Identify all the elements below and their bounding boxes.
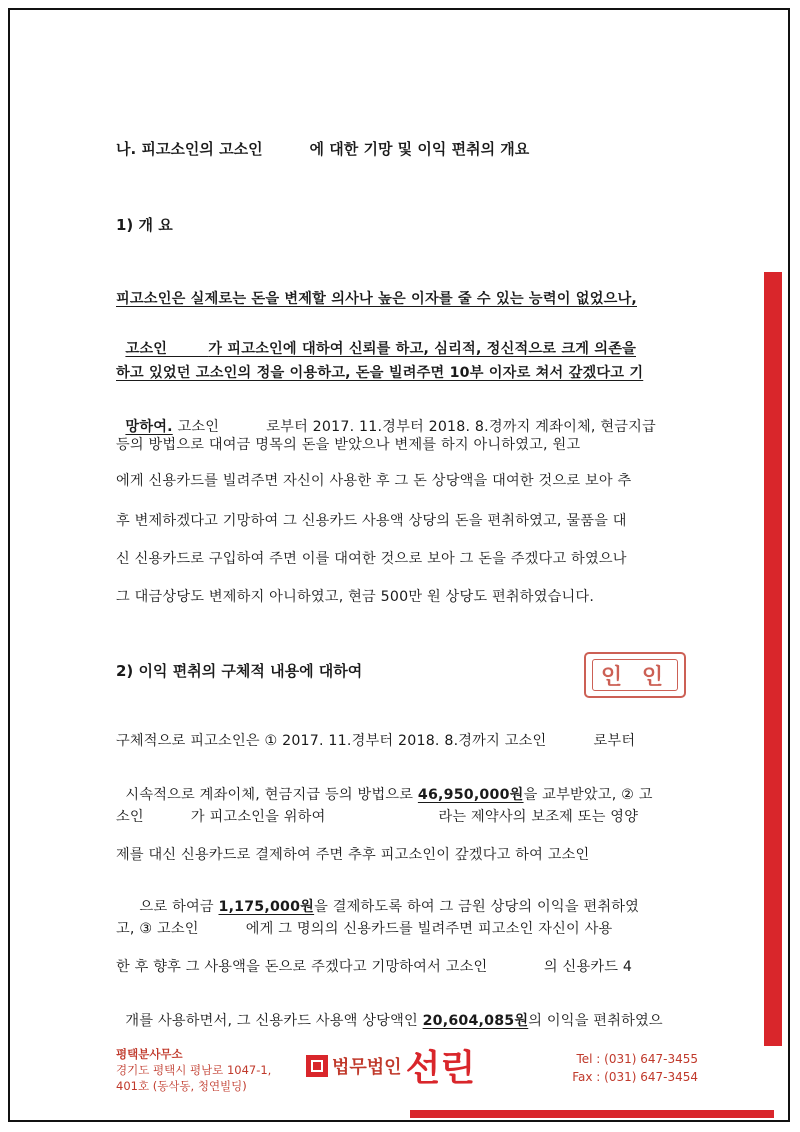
firm-logo-icon [306,1055,328,1077]
red-seal-stamp [584,652,686,698]
para1-line-9: 그 대금상당도 변제하지 아니하였고, 현금 500만 원 상당도 편취하였습니다. [116,589,595,605]
para2-line-2-c: 을 교부받았고, ② 고 [523,787,653,803]
para2-line-8-a: 개를 사용하면서, 그 신용카드 사용액 상당액인 [125,1013,423,1029]
para2-line-3: 소인 가 피고소인을 위하여 라는 제약사의 보조제 또는 영양 [116,809,639,825]
para1-line-3: 하고 있었던 고소인의 정을 이용하고, 돈을 빌려주면 10부 이자로 쳐서 갚겠다고 기 [116,365,644,381]
para1-line-2-b: 가 피고소인에 대하여 신뢰를 하고, 심리적, 정신적으로 크게 의존을 [208,341,636,357]
para2-line-1: 구체적으로 피고소인은 ① 2017. 11.경부터 2018. 8.경까지 고소인 로부터 [116,733,636,749]
para2-line-7: 한 후 향후 그 사용액을 돈으로 주겠다고 기망하여서 고소인 의 신용카드 4 [116,959,633,975]
para2-line-5-a: 으로 하여금 [125,899,219,915]
office-name: 평택분사무소 [116,1047,183,1061]
para1-line-4-b: 고소인 로부터 2017. 11.경부터 2018. 8.경까지 계좌이체, 현금지급 [172,419,656,435]
tel-number: Tel : (031) 647-3455 [576,1052,698,1066]
para2-line-4: 제를 대신 신용카드로 결제하여 주면 추후 피고소인이 갚겠다고 하여 고소인 [116,847,590,863]
bottom-accent-bar [410,1110,774,1118]
office-address-2: 401호 (동삭동, 청연빌딩) [116,1079,247,1093]
para1-line-6: 에게 신용카드를 빌려주면 자신이 사용한 후 그 돈 상당액을 대여한 것으로 보아 추 [116,473,632,489]
para1-line-7: 후 변제하겠다고 기망하여 그 신용카드 사용액 상당의 돈을 편취하였고, 물품을 대 [116,513,627,529]
para1-line-8: 신 신용카드로 구입하여 주면 이를 대여한 것으로 보아 그 돈을 주겠다고 하였으나 [116,551,627,567]
para2-line-6: 고, ③ 고소인 에게 그 명의의 신용카드를 빌려주면 피고소인 자신이 사용 [116,921,613,937]
para1-line-4 [116,400,656,436]
amount-20604085: 20,604,085원 [422,1013,529,1029]
footer-office [116,1046,271,1094]
para2-line-8 [116,994,663,1030]
amount-1175000: 1,175,000원 [218,899,315,915]
seal-glyph: 인 인 [600,663,670,690]
subsection-2-title: 2) 이익 편취의 구체적 내용에 대하여 [116,662,363,680]
subsection-1-title: 1) 개 요 [116,216,173,234]
section-title: 나. 피고소인의 고소인 에 대한 기망 및 이익 편취의 개요 [116,140,530,158]
side-accent-bar [764,272,782,1046]
amount-46950000: 46,950,000원 [417,787,524,803]
firm-label: 법무법인 [332,1056,402,1078]
para2-line-2 [116,768,653,804]
para1-line-2 [116,322,636,358]
fax-number: Fax : (031) 647-3454 [572,1070,698,1084]
firm-name: 선린 [405,1047,476,1089]
firm-logo [306,1040,475,1091]
para2-line-5-c: 을 결제하도록 하여 그 금원 상당의 이익을 편취하였 [314,899,640,915]
para1-line-1: 피고소인은 실제로는 돈을 변제할 의사나 높은 이자를 줄 수 있는 능력이 없었으나, [116,291,637,307]
para2-line-8-c: 의 이익을 편취하였으 [528,1013,663,1029]
para1-line-5: 등의 방법으로 대여금 명목의 돈을 받았으나 변제를 하지 아니하였고, 원고 [116,437,581,453]
para2-line-5 [116,880,639,916]
footer-contact [568,1050,698,1086]
office-address-1: 경기도 평택시 평남로 1047-1, [116,1063,272,1077]
para2-line-2-a: 시속적으로 계좌이체, 현금지급 등의 방법으로 [125,787,418,803]
para1-line-4-a: 망하여. [125,419,173,435]
para1-line-2-a: 고소인 [125,341,209,357]
